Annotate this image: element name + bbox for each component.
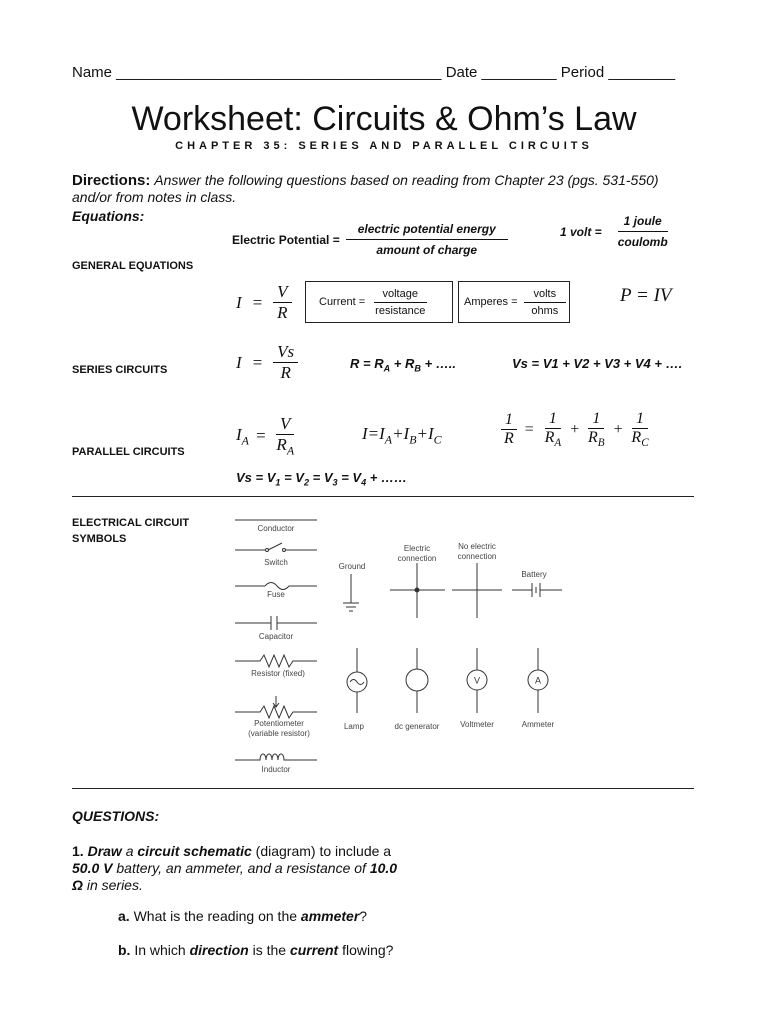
current-fraction bbox=[371, 288, 429, 317]
circuit-symbols-label-line2: SYMBOLS bbox=[72, 533, 127, 545]
q1b-direction: direction bbox=[189, 942, 249, 958]
potentiometer-symbol bbox=[235, 696, 317, 718]
electric-potential-equation bbox=[232, 222, 508, 257]
electric-connection-label bbox=[390, 544, 444, 564]
parallel-resistance-equation: $\frac{1}{R}$ = $\frac{1}{R_A}$ + $\frac{1}{R_B}$ + $\frac{1}{R_C}$ bbox=[500, 410, 653, 449]
ohms-law-equation bbox=[236, 282, 292, 323]
volt-definition bbox=[560, 214, 672, 249]
electric-potential-numerator: electric potential energy bbox=[346, 222, 508, 240]
volt-denominator: coulomb bbox=[617, 235, 668, 249]
voltmeter-label: Voltmeter bbox=[460, 720, 494, 729]
battery-symbol bbox=[512, 583, 562, 597]
no-connection-label-line2: connection bbox=[457, 552, 497, 561]
volt-fraction bbox=[614, 214, 672, 249]
equals-sign: = bbox=[251, 352, 264, 372]
q1-number: 1. bbox=[72, 843, 84, 859]
inductor-symbol bbox=[235, 754, 317, 760]
fuse-label: Fuse bbox=[267, 590, 285, 599]
series-resistance-equation: $R = R_A + R_B$ + ….. bbox=[350, 356, 457, 374]
directions bbox=[72, 172, 692, 206]
fraction-1-over-rb: $\frac{1}{R_B}$ bbox=[588, 410, 605, 450]
circuit-symbols-label bbox=[72, 515, 189, 547]
parallel-circuits-label: PARALLEL CIRCUITS bbox=[72, 446, 185, 458]
q1-diagram: (diagram) to include a bbox=[255, 843, 392, 859]
series-current-equation bbox=[236, 342, 298, 383]
volt-label: 1 volt = bbox=[560, 224, 602, 239]
q1b-text2: is the bbox=[252, 942, 287, 958]
equals-sign: = bbox=[251, 292, 264, 312]
no-electric-connection-symbol bbox=[452, 563, 502, 618]
q1b-text1: In which bbox=[134, 942, 186, 958]
fraction-1-over-r: $\frac{1}{R}$ bbox=[500, 411, 518, 448]
q1-battery-value: 50.0 V bbox=[72, 860, 113, 876]
ammeter-label: Ammeter bbox=[521, 720, 555, 729]
q1b-text3: flowing? bbox=[342, 942, 394, 958]
electric-potential-denominator: amount of charge bbox=[376, 243, 478, 257]
directions-text: Answer the following questions based on reading from Chapter 23 (pgs. 531-550) and/or from notes in class. bbox=[72, 172, 659, 205]
dc-generator-label: dc generator bbox=[394, 722, 440, 731]
amperes-label: Amperes = bbox=[464, 296, 518, 308]
capacitor-symbol bbox=[235, 616, 317, 630]
series-i: I bbox=[236, 352, 242, 372]
q1a-label: a. bbox=[118, 908, 130, 924]
current-label: Current = bbox=[319, 296, 366, 308]
capacitor-label: Capacitor bbox=[258, 632, 294, 641]
volt-numerator: 1 joule bbox=[618, 214, 668, 232]
electric-potential-label: Electric Potential = bbox=[232, 232, 340, 247]
no-electric-connection-label bbox=[448, 542, 506, 562]
ground-symbol bbox=[343, 574, 359, 611]
general-equations-label: GENERAL EQUATIONS bbox=[72, 260, 194, 272]
potentiometer-label bbox=[232, 719, 326, 739]
potentiometer-label-line1: Potentiometer bbox=[254, 719, 304, 728]
current-equation-box bbox=[305, 281, 453, 323]
amperes-equation-box bbox=[458, 281, 570, 323]
potentiometer-label-line2: (variable resistor) bbox=[248, 729, 310, 738]
ohm-r: R bbox=[277, 303, 288, 322]
parallel-voltage-text: Vs = V bbox=[236, 470, 276, 485]
ammeter-letter: A bbox=[534, 675, 542, 686]
no-connection-label-line1: No electric bbox=[458, 542, 496, 551]
directions-label: Directions: bbox=[72, 172, 151, 189]
q1a-text: What is the reading on the bbox=[133, 908, 298, 924]
q1-battery-rest: battery, an ammeter, and a resistance of bbox=[116, 860, 366, 876]
q1-series: in series. bbox=[86, 877, 143, 893]
series-fraction bbox=[273, 342, 298, 383]
equals-sign: = bbox=[254, 426, 267, 446]
q1b-label: b. bbox=[118, 942, 131, 958]
chapter-subtitle: CHAPTER 35: SERIES AND PARALLEL CIRCUITS bbox=[175, 140, 593, 152]
dc-generator-symbol bbox=[406, 648, 428, 713]
q1a-end: ? bbox=[359, 908, 368, 924]
question-1a bbox=[118, 908, 367, 924]
ohm-i: I bbox=[236, 292, 242, 312]
equations-label: Equations: bbox=[72, 208, 145, 224]
conductor-label: Conductor bbox=[257, 524, 295, 533]
q1-draw: Draw bbox=[87, 843, 122, 859]
series-resistance-text: R = R bbox=[350, 356, 384, 371]
q1-schematic: circuit schematic bbox=[137, 843, 252, 859]
electric-connection-label-line2: connection bbox=[397, 554, 437, 563]
inductor-label: Inductor bbox=[261, 765, 291, 774]
series-denominator: R bbox=[280, 363, 291, 382]
switch-symbol bbox=[235, 543, 317, 552]
name-date-period-line: Name _______________________________________ Date _________ Period ________ bbox=[72, 64, 676, 81]
circuit-symbols-label-line1: ELECTRICAL CIRCUIT bbox=[72, 517, 190, 529]
parallel-branch-fraction bbox=[272, 414, 298, 458]
current-denominator: resistance bbox=[375, 304, 426, 317]
electric-connection-label-line1: Electric bbox=[403, 544, 431, 553]
series-numerator: Vs bbox=[273, 342, 298, 363]
q1b-current: current bbox=[289, 942, 339, 958]
fuse-symbol bbox=[235, 583, 317, 590]
parallel-ia: $I_A$ bbox=[236, 424, 249, 447]
question-1b bbox=[118, 942, 393, 958]
resistor-label: Resistor (fixed) bbox=[251, 669, 305, 678]
q1-resistance-value: 10.0 Ω bbox=[72, 860, 398, 893]
q1-a: a bbox=[125, 843, 134, 859]
divider-bottom bbox=[72, 788, 694, 789]
lamp-symbol bbox=[347, 648, 367, 713]
parallel-branch-current-equation bbox=[236, 414, 298, 458]
power-equation: P = IV bbox=[620, 285, 672, 306]
worksheet-title: Worksheet: Circuits & Ohm’s Law bbox=[131, 100, 637, 138]
electric-connection-symbol bbox=[390, 563, 445, 618]
divider-top bbox=[72, 496, 694, 497]
fraction-1-over-rc: $\frac{1}{R_C}$ bbox=[631, 410, 649, 450]
lamp-label: Lamp bbox=[343, 722, 364, 731]
parallel-total-current-equation: $I=I_A+I_B+I_C$ bbox=[362, 424, 442, 447]
electric-potential-fraction bbox=[346, 222, 508, 257]
amperes-fraction bbox=[524, 288, 567, 317]
questions-heading: QUESTIONS: bbox=[72, 808, 160, 824]
voltmeter-letter: V bbox=[473, 675, 481, 686]
q1a-ammeter: ammeter bbox=[300, 908, 360, 924]
parallel-branch-denominator: $R_A$ bbox=[276, 435, 295, 458]
amperes-numerator: volts bbox=[524, 288, 567, 303]
ground-label: Ground bbox=[338, 562, 366, 571]
fraction-1-over-ra: $\frac{1}{R_A}$ bbox=[544, 410, 562, 450]
ohm-v: V bbox=[273, 282, 291, 303]
series-voltage-equation: Vs = V1 + V2 + V3 + V4 + …. bbox=[512, 356, 683, 371]
switch-label: Switch bbox=[264, 558, 288, 567]
resistor-symbol bbox=[235, 655, 317, 667]
parallel-branch-numerator: V bbox=[276, 414, 294, 435]
parallel-voltage-equation: $Vs = V_1 = V_2 = V_3 = V_4$ + …… bbox=[236, 470, 407, 488]
battery-label: Battery bbox=[521, 570, 547, 579]
current-numerator: voltage bbox=[374, 288, 427, 303]
series-circuits-label: SERIES CIRCUITS bbox=[72, 364, 168, 376]
question-1 bbox=[72, 843, 402, 894]
ohm-fraction bbox=[273, 282, 291, 323]
amperes-denominator: ohms bbox=[531, 304, 559, 317]
